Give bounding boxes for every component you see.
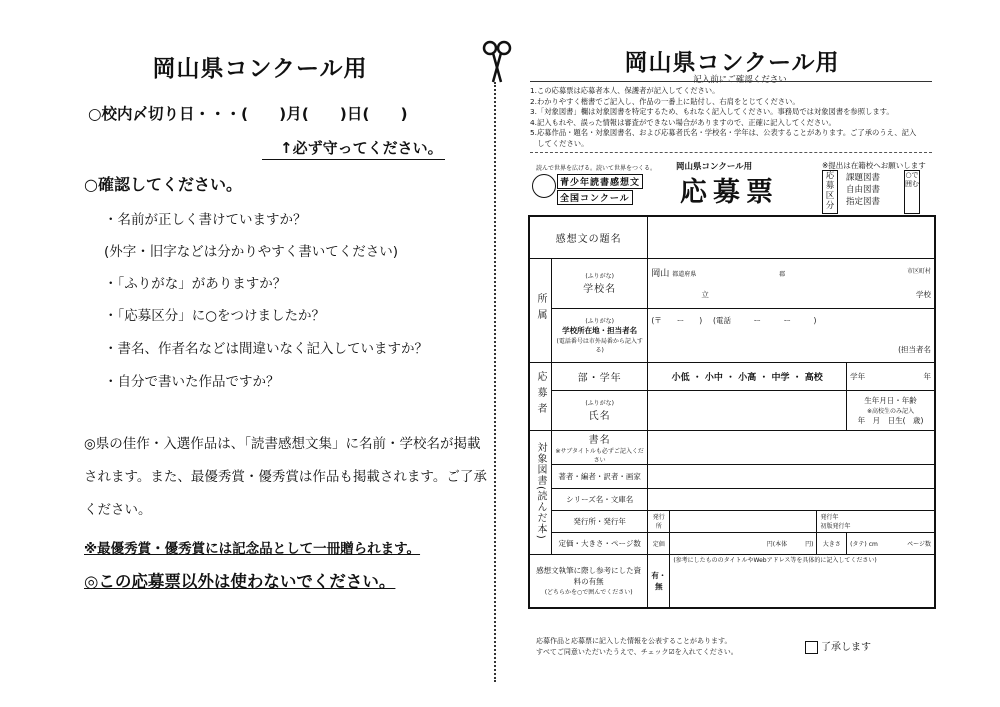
footer-notice: 応募作品と応募票に記入した情報を公表することがあります。 xyxy=(536,637,732,645)
entry-note: 1.この応募票は応募者本人、保護者が記入してください。 xyxy=(530,86,720,95)
grade-label: 学年 xyxy=(850,371,866,381)
note-line: されます。また、最優秀賞・優秀賞は作品も掲載されます。ご了承 xyxy=(84,469,487,485)
birth-note: ※高校生のみ記入 xyxy=(867,407,915,415)
name-field[interactable] xyxy=(648,390,847,430)
publisher-label: 発行所・発行年 xyxy=(552,510,648,532)
furigana-label: (ふりがな) xyxy=(585,273,614,280)
essay-title-label: 感想文の題名 xyxy=(529,216,648,258)
category-option[interactable]: 指定図書 xyxy=(846,197,881,207)
pages-label: ページ数 xyxy=(907,540,931,548)
slogan: 読んで世界を広げる。読いて世界をつくる。 xyxy=(536,165,657,172)
left-title: 岡山県コンクール用 xyxy=(152,56,368,82)
confirm-heading: ○確認してください。 xyxy=(84,175,242,194)
brand-line: 青少年読書感想文 xyxy=(557,174,643,189)
category-option[interactable]: 課題図書 xyxy=(846,173,881,183)
references-field[interactable]: (参考にしたもののタイトルやWebアドレス等を具体的に記入してください) xyxy=(670,554,935,608)
contest-logo-icon xyxy=(532,174,556,198)
form-title: 応募票 xyxy=(680,177,779,208)
furigana-label: (ふりがな) xyxy=(585,400,614,407)
publication-note xyxy=(84,428,499,527)
school-submit-note: ※提出は在籍校へお願いします xyxy=(822,161,926,170)
school-name-label: 学校名 xyxy=(583,284,617,295)
applicant-label: 応募者 xyxy=(529,362,552,430)
price-field[interactable]: 円(本体 円) xyxy=(670,532,817,554)
publish-year-label: 発行年 xyxy=(820,514,839,521)
check-item: ・自分で書いた作品ですか？ xyxy=(104,374,280,390)
publisher-sub-label: 発行所 xyxy=(648,510,670,532)
before-entry-label: 記入前にご確認ください xyxy=(693,75,787,85)
scissors-icon xyxy=(482,40,512,84)
postal-field: (〒 ー ) xyxy=(651,316,703,325)
entry-note: 3.「対象図書」欄は対象図書を特定するため、もれなく記入してください。事務局では対象図書を参照します。 xyxy=(530,107,894,117)
book-title-field[interactable] xyxy=(648,430,935,464)
tel-field: (電話 ー ー ) xyxy=(713,316,817,325)
grade-suffix: 年 xyxy=(923,371,931,381)
authors-field[interactable] xyxy=(648,464,935,488)
established-label: 立 xyxy=(701,290,709,299)
circle-instruction: ○で囲む xyxy=(904,170,920,214)
entry-form-table xyxy=(528,215,936,609)
check-item: ・名前が正しく書けていますか？ xyxy=(104,212,307,228)
keep-deadline-note: ↑必ず守ってください。 xyxy=(262,137,445,160)
entry-notes xyxy=(530,86,940,150)
cm-unit: cm xyxy=(868,540,878,548)
entry-note: してください。 xyxy=(530,138,589,148)
teacher-field: (担当者名 xyxy=(898,345,931,354)
publisher-field[interactable] xyxy=(670,510,817,532)
name-label: 氏名 xyxy=(588,411,611,422)
okayama-text: 岡山 xyxy=(651,269,670,279)
price-sub-label: 定価 xyxy=(648,532,670,554)
note-line: ◎県の佳作・入選作品は、「読書感想文集」に名前・学校名が掲載 xyxy=(84,436,481,452)
phone-note: (電話番号は市外局番から記入する) xyxy=(556,338,643,354)
category-option[interactable]: 自由図書 xyxy=(846,185,881,195)
first-print-label: 初版発行年 xyxy=(820,523,851,530)
category-options[interactable] xyxy=(846,172,880,208)
brand-line: 全国コンクール xyxy=(557,190,633,205)
deadline-line: ○校内〆切り日・・・( )月( )日( ) xyxy=(88,105,408,123)
prize-note: ※最優秀賞・優秀賞には記念品として一冊贈られます。 xyxy=(84,541,421,557)
division-options[interactable]: 小低 ・ 小中 ・ 小高 ・ 中学 ・ 高校 xyxy=(648,362,847,390)
size-label: 大きさ xyxy=(822,540,841,548)
footer-notice: すべてご同意いただいたうえで、チェック☑を入れてください。 xyxy=(536,648,738,656)
entry-note: 2.わかりやすく楷書でご記入し、作品の一番上に貼付し、右肩をとじてください。 xyxy=(530,96,800,106)
check-item: (外字・旧字などは分かりやすく書いてください) xyxy=(104,244,399,260)
check-item: ・「ふりがな」がありますか？ xyxy=(104,276,287,292)
agree-label: 了承します xyxy=(821,642,871,653)
yes-no-option[interactable]: 有・無 xyxy=(648,554,670,608)
contest-label: 岡山県コンクール用 xyxy=(676,162,753,172)
divider xyxy=(530,81,932,82)
school-suffix: 学校 xyxy=(916,290,931,299)
city-label: 市区町村 xyxy=(906,268,931,275)
prefecture-label: 都道府県 xyxy=(672,271,697,278)
entry-note: 4.記入もれや、誤った情報は審査ができない場合がありますので、正確に記入してください。 xyxy=(530,117,836,127)
series-field[interactable] xyxy=(648,488,935,510)
entry-note: 5.応募作品・題名・対象図書名、および応募者氏名・学校名・学年は、公表することがあります。ご了承のうえ、記入 xyxy=(530,128,917,138)
checkbox-icon[interactable] xyxy=(805,641,818,654)
birth-fields[interactable]: 年 月 日生( 歳) xyxy=(857,415,924,425)
check-item: ・書名、作者名などは間違いなく記入していますか？ xyxy=(104,341,428,357)
references-label: 感想文執筆に際し参考にした資料の有無 xyxy=(536,566,642,587)
book-title-note: ※サブタイトルも必ずご記入ください xyxy=(555,447,644,464)
height-label: (タテ) xyxy=(850,540,867,548)
essay-title-field[interactable] xyxy=(648,216,935,258)
target-book-label: 対象図書(読んだ本) xyxy=(529,430,552,554)
furigana-label: (ふりがな) xyxy=(585,318,614,325)
cut-line xyxy=(494,82,496,682)
authors-label: 著者・編者・訳者・画家 xyxy=(552,464,648,488)
agree-checkbox[interactable] xyxy=(805,638,871,654)
check-item: ・「応募区分」に○をつけましたか？ xyxy=(104,308,326,324)
school-name-field[interactable] xyxy=(648,258,935,308)
category-label: 応募区分 xyxy=(822,170,838,214)
county-label: 郡 xyxy=(779,271,786,278)
school-address-field[interactable] xyxy=(648,308,935,362)
birth-header: 生年月日・年齢 xyxy=(864,395,917,405)
references-note: (どちらかを○で囲んでください) xyxy=(544,589,633,597)
division-label: 部・学年 xyxy=(552,362,648,390)
right-title: 岡山県コンクール用 xyxy=(624,50,840,76)
book-title-label: 書名 xyxy=(588,434,611,446)
school-address-label: 学校所在地・担当者名 xyxy=(562,326,638,335)
note-line: ください。 xyxy=(84,502,152,518)
warning-note: ◎この応募票以外は使わないでください。 xyxy=(84,572,396,591)
affiliation-label: 所属 xyxy=(529,258,552,362)
series-label: シリーズ名・文庫名 xyxy=(552,488,648,510)
price-size-label: 定価・大きさ・ページ数 xyxy=(552,532,648,554)
divider xyxy=(530,152,932,153)
